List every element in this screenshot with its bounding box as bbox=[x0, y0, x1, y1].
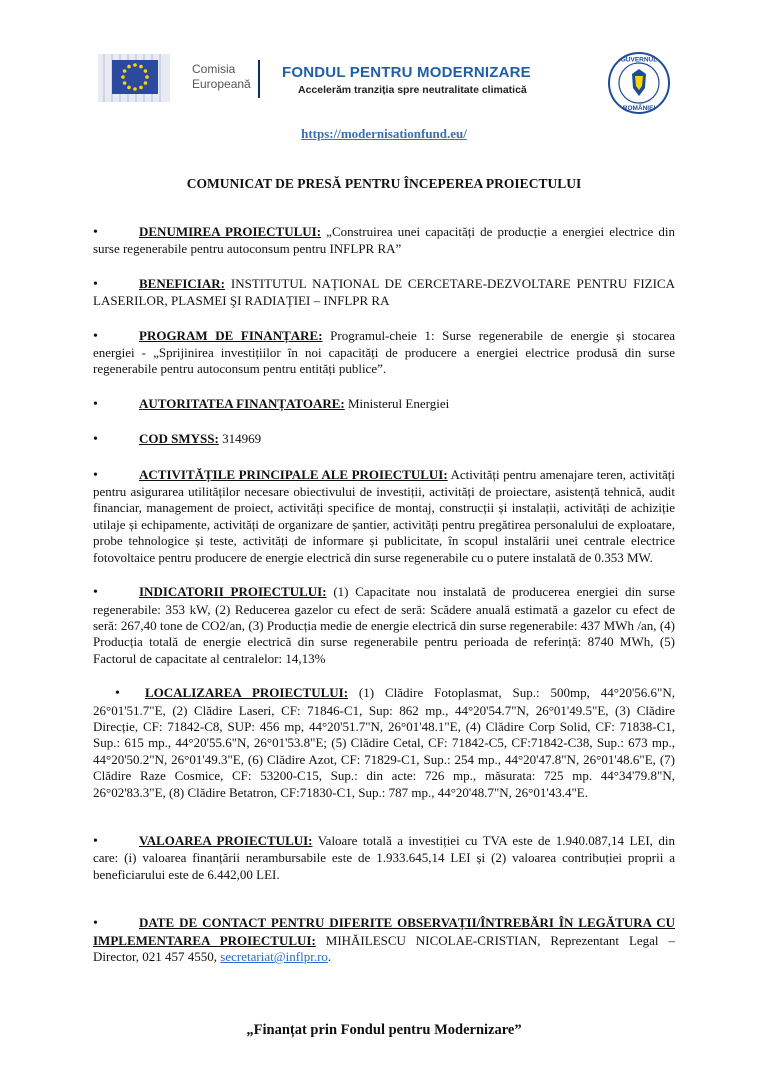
contact-email-link[interactable]: secretariat@inflpr.ro bbox=[220, 949, 328, 964]
bullet-icon bbox=[93, 467, 139, 484]
ec-line-1: Comisia bbox=[192, 62, 236, 76]
european-commission-logo bbox=[100, 56, 260, 102]
item-text: 314969 bbox=[218, 431, 262, 447]
item-label: INDICATORII PROIECTULUI: bbox=[139, 584, 327, 600]
item-text: Programul-cheie 1: Surse regenerabile de energie și stocarea energiei - „Sprijinirea investițiilor în noi capacități de producere a energiei electrice produsă din surse regenerabile pentru autoconsum pentru entități publice”. bbox=[93, 327, 675, 377]
item-label: ACTIVITĂȚILE PRINCIPALE ALE PROIECTULUI: bbox=[139, 466, 448, 482]
item-text: (1) Capacitate nou instalată de producerea energiei din surse regenerabile: 353 kW, (2) Reducerea gazelor cu efect de seră: Scădere anuală estimată a gazelor cu efect de seră: 267,40 tone de CO2/an, (3) Producția medie de energie electrică din surse regenerabile: 437 MWh /an, (4) Producția totală de energie electrică din surse regenerabile pentru perioada de referință: 8740 MWh, (5) Factorul de capacitate al centralelor: 14,13% bbox=[93, 584, 676, 666]
page-header bbox=[0, 0, 768, 120]
item-text: Ministerul Energiei bbox=[344, 395, 450, 411]
item-label: DENUMIREA PROIECTULUI: bbox=[139, 224, 322, 239]
item-label: PROGRAM DE FINANȚARE: bbox=[139, 327, 323, 343]
item-text-end: . bbox=[327, 949, 332, 964]
romanian-government-seal-icon bbox=[608, 52, 670, 114]
seal-bottom-text: ROMÂNIEI bbox=[622, 105, 656, 112]
document-title: COMUNICAT DE PRESĂ PENTRU ÎNCEPEREA PROIECTULUI bbox=[186, 176, 582, 191]
item-activitati bbox=[93, 467, 675, 566]
item-program bbox=[93, 328, 675, 378]
ec-line-2: Europeană bbox=[192, 77, 251, 91]
bullet-icon bbox=[93, 328, 139, 345]
item-text: MIHĂILESCU NICOLAE-CRISTIAN, Reprezentant Legal – Director, 021 457 4550, bbox=[93, 932, 675, 964]
bullet-icon bbox=[93, 396, 139, 413]
item-label: COD SMYSS: bbox=[139, 431, 219, 447]
item-label: DATE DE CONTACT PENTRU DIFERITE OBSERVAȚII/ÎNTREBĂRI ÎN LEGĂTURA CU IMPLEMENTAREA PROIECTULUI: bbox=[93, 915, 675, 948]
bullet-icon bbox=[93, 224, 139, 241]
item-text: Valoare totală a investiției cu TVA este de 1.940.087,14 LEI, din care: (i) valoarea finanțării nerambursabile este de 1.933.645,14 LEI și (2) valoarea contribuției proprii a beneficiarului este de 6.442,00 LEI. bbox=[93, 832, 675, 882]
document-body bbox=[93, 224, 675, 965]
bullet-icon bbox=[93, 915, 139, 932]
bullet-icon bbox=[93, 833, 139, 850]
item-autoritate bbox=[93, 396, 675, 413]
item-text: (1) Clădire Fotoplasmat, Sup.: 500mp, 44°20'56.6"N, 26°01'51.7"E, (2) Clădire Laseri, CF: 71846-C1, Sup: 862 mp., 44°20'54.7"N, 26°01'49.5"E, (3) Clădire Direcție, CF: 71842-C8, SUP: 456 mp, 44°20'51.7"N, 26°01'48.1"E, (4) Clădire Corp Solid, CF: 71838-C1, Sup.: 615 mp., 44°20'55.6"N, 26°01'53.8"E; (5) Clădire Cetal, CF: 71842-C5, CF:71842-C38, Sup.: 673 mp., 44°20'50.2"N, 26°01'49.3"E, (6) Clădire Azot, CF: 71829-C1, Sup.: 254 mp., 44°20'47.8"N, 26°01'48.6"E, (7) Clădire Raze Cosmice, CF: 53200-C15, Sup.: din acte: 726 mp., măsurata: 725 mp. 44°34'79.8"N, 26°02'83.3"E, (8) Clădire Betatron, CF:71830-C1, Sup.: 787 mp., 44°20'48.7"N, 26°01'43.4"E. bbox=[93, 685, 675, 800]
ec-logo-text bbox=[192, 62, 251, 92]
item-text: „Construirea unei capacități de producție a energiei electrice din surse regenerabile pentru autoconsum pentru INFLPR RA” bbox=[93, 224, 675, 257]
item-label: LOCALIZAREA PROIECTULUI: bbox=[145, 685, 349, 701]
modernisation-fund-logo bbox=[282, 64, 531, 96]
item-text: INSTITUTUL NAȚIONAL DE CERCETARE-DEZVOLTARE PENTRU FIZICA LASERILOR, PLASMEI ŞI RADIAȚIEI – INFLPR RA bbox=[93, 275, 675, 309]
bullet-icon bbox=[93, 584, 139, 601]
item-valoare bbox=[93, 833, 675, 883]
bullet-icon bbox=[93, 431, 139, 448]
bullet-icon bbox=[93, 276, 139, 293]
item-localizare bbox=[93, 685, 675, 801]
item-label: VALOAREA PROIECTULUI: bbox=[139, 832, 313, 848]
fund-title: FONDUL PENTRU MODERNIZARE bbox=[282, 64, 531, 81]
item-label: BENEFICIAR: bbox=[139, 275, 225, 291]
item-contact bbox=[93, 915, 675, 965]
ec-building-icon bbox=[98, 54, 170, 102]
logo-separator bbox=[258, 60, 260, 98]
fund-website-link[interactable]: https://modernisationfund.eu/ bbox=[301, 126, 467, 141]
funding-footer: „Finanțat prin Fondul pentru Modernizare” bbox=[246, 1022, 522, 1038]
seal-top-text: GUVERNUL bbox=[620, 56, 658, 64]
item-indicatori bbox=[93, 584, 675, 667]
bullet-icon bbox=[115, 685, 145, 702]
item-beneficiar bbox=[93, 276, 675, 310]
item-text: Activități pentru amenajare teren, activități pentru asigurarea utilităților necesare obiectivului de investiții, activități de proiectare, asistență tehnică, audit financiar, management de proiect, activități specifice de montaj, construcții și instalații, activități de achiziție utilaje și echipamente, activități de organizare de șantier, activități pentru pregătirea personalului de exploatare, probe tehnologice și teste, activități de informare și publicitate, în scopul instalării unei centrale electrice fotovoltaice pentru producere de energie electrică din surse regenerabile cu o putere instalată de 0.353 MW. bbox=[93, 466, 675, 565]
item-denumire bbox=[93, 224, 675, 258]
item-smyss bbox=[93, 431, 675, 448]
fund-subtitle: Accelerăm tranziția spre neutralitate climatică bbox=[298, 84, 527, 96]
item-label: AUTORITATEA FINANȚATOARE: bbox=[139, 395, 345, 411]
